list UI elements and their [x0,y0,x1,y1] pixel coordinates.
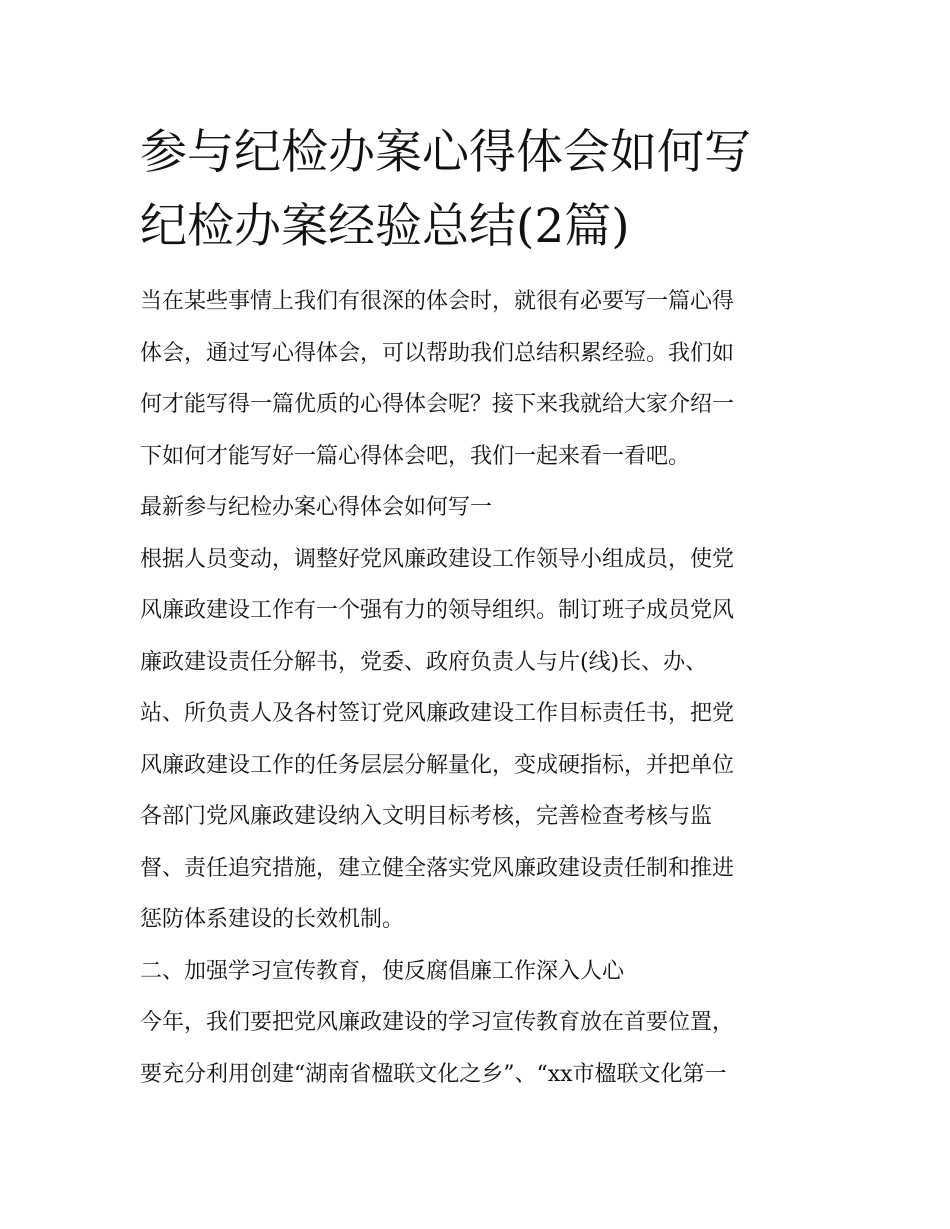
section-heading: 二、加强学习宣传教育，使反腐倡廉工作深入人心 [140,958,625,984]
document-title [140,116,820,264]
body-line: 督、责任追究措施，建立健全落实党风廉政建设责任制和推进 [140,855,735,881]
title-line-2: 纪检办案经验总结(2篇) [140,199,630,254]
body-line: 廉政建设责任分解书，党委、政府负责人与片(线)长、办、 [140,649,708,675]
body-line: 要充分利用创建“湖南省楹联文化之乡”、“xx市楹联文化第一 [140,1061,727,1087]
body-line: 惩防体系建设的长效机制。 [140,907,405,932]
body-line: 各部门党风廉政建设纳入文明目标考核，完善检查考核与监 [140,804,713,829]
title-line-1: 参与纪检办案心得体会如何写 [140,125,751,180]
section-heading: 最新参与纪检办案心得体会如何写一 [140,495,493,520]
body-line: 当在某些事情上我们有很深的体会时，就很有必要写一篇心得 [140,289,735,314]
body-line: 风廉政建设工作的任务层层分解量化，变成硬指标，并把单位 [140,752,735,778]
document-body [140,276,820,1100]
body-line: 下如何才能写好一篇心得体会吧，我们一起来看一看吧。 [140,443,691,469]
body-line: 站、所负责人及各村签订党风廉政建设工作目标责任书，把党 [140,701,735,726]
body-line: 体会，通过写心得体会，可以帮助我们总结积累经验。我们如 [140,340,735,366]
body-line: 风廉政建设工作有一个强有力的领导组织。制订班子成员党风 [140,598,735,623]
body-line: 今年，我们要把党风廉政建设的学习宣传教育放在首要位置， [140,1010,735,1035]
body-line: 何才能写得一篇优质的心得体会呢？接下来我就给大家介绍一 [140,392,735,417]
body-line: 根据人员变动，调整好党风廉政建设工作领导小组成员，使党 [140,546,735,572]
